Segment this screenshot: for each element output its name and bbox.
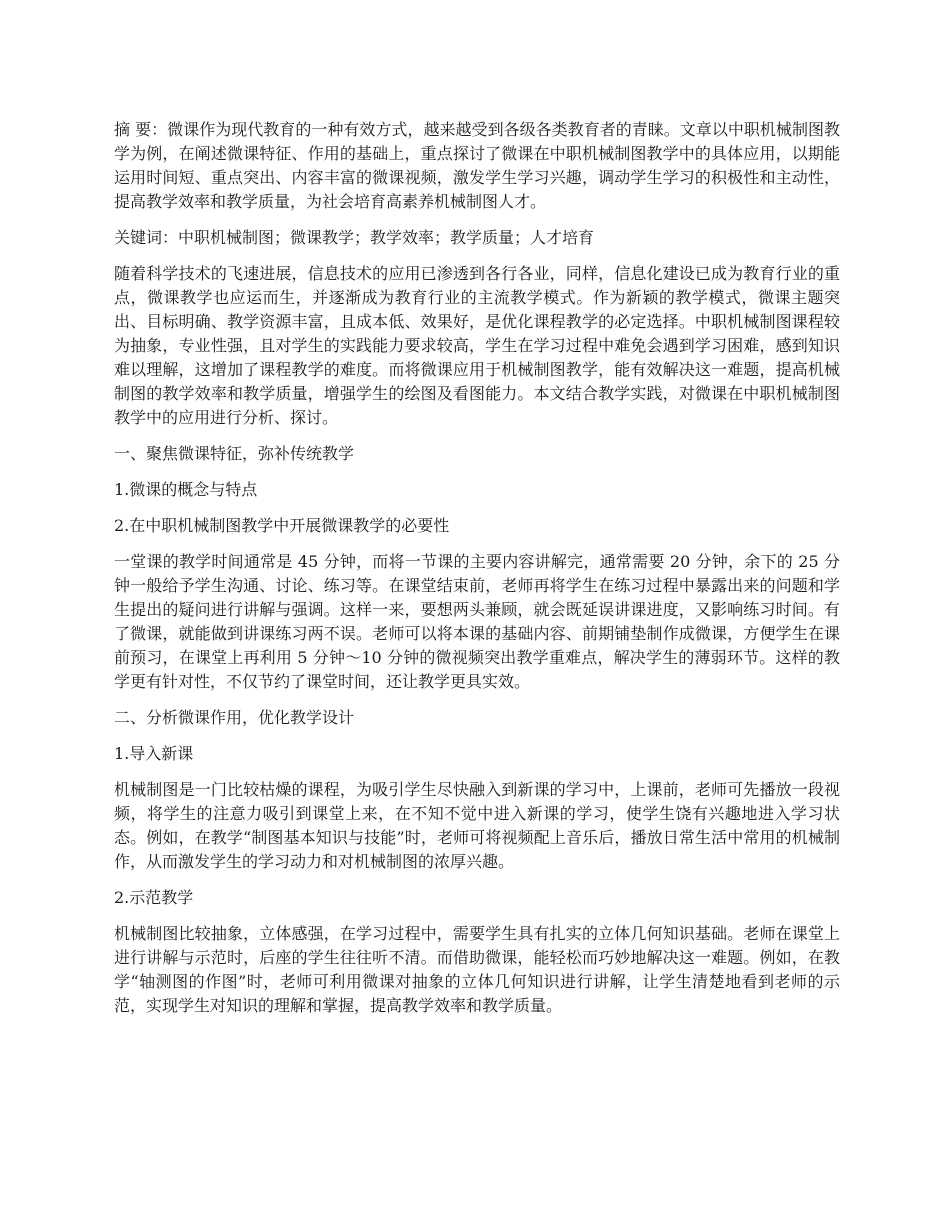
section-2-heading: 二、分析微课作用，优化教学设计 <box>114 708 355 727</box>
section-1-heading: 一、聚焦微课特征，弥补传统教学 <box>114 444 355 463</box>
keywords-line: 关键词：中职机械制图；微课教学；教学效率；教学质量；人才培育 <box>114 228 595 247</box>
section-1-paragraph: 一堂课的教学时间通常是 45 分钟，而将一节课的主要内容讲解完，通常需要 20 分钟，余下的 25 分钟一般给予学生沟通、讨论、练习等。在课堂结束前，老师再将学生在练习过程中暴露出来的问题和学生提出的疑问进行讲解与强调。这样一来，要想两头兼顾，就会既延误讲课进度，又影响练习时间。有了微课，就能做到讲课练习两不误。老师可以将本课的基础内容、前期铺垫制作成微课，方便学生在课前预习，在课堂上再利用 5 分钟～10 分钟的微视频突出教学重难点，解决学生的薄弱环节。这样的教学更有针对性，不仅节约了课堂时间，还让教学更具实效。 <box>114 552 840 691</box>
intro-paragraph: 随着科学技术的飞速进展，信息技术的应用已渗透到各行各业，同样，信息化建设已成为教育行业的重点，微课教学也应运而生，并逐渐成为教育行业的主流教学模式。作为新颖的教学模式，微课主题突出、目标明确、教学资源丰富，且成本低、效果好，是优化课程教学的必定选择。中职机械制图课程较为抽象，专业性强，且对学生的实践能力要求较高，学生在学习过程中难免会遇到学习困难，感到知识难以理解，这增加了课程教学的难度。而将微课应用于机械制图教学，能有效解决这一难题，提高机械制图的教学效率和教学质量，增强学生的绘图及看图能力。本文结合教学实践，对微课在中职机械制图教学中的应用进行分析、探讨。 <box>114 264 840 427</box>
section-1-subheading-1: 1.微课的概念与特点 <box>114 480 258 499</box>
section-2-subheading-1: 1.导入新课 <box>114 744 194 763</box>
document-body <box>114 118 840 1030</box>
section-2-paragraph-1: 机械制图是一门比较枯燥的课程，为吸引学生尽快融入到新课的学习中，上课前，老师可先播放一段视频，将学生的注意力吸引到课堂上来，在不知不觉中进入新课的学习，使学生饶有兴趣地进入学习状态。例如，在教学“制图基本知识与技能”时，老师可将视频配上音乐后，播放日常生活中常用的机械制作，从而激发学生的学习动力和对机械制图的浓厚兴趣。 <box>114 780 840 871</box>
section-2-subheading-2: 2.示范教学 <box>114 888 194 907</box>
abstract-paragraph: 摘 要：微课作为现代教育的一种有效方式，越来越受到各级各类教育者的青睐。文章以中职机械制图教学为例，在阐述微课特征、作用的基础上，重点探讨了微课在中职机械制图教学中的具体应用，以期能运用时间短、重点突出、内容丰富的微课视频，激发学生学习兴趣，调动学生学习的积极性和主动性，提高教学效率和教学质量，为社会培育高素养机械制图人才。 <box>114 120 840 211</box>
section-1-subheading-2: 2.在中职机械制图教学中开展微课教学的必要性 <box>114 516 450 535</box>
section-2-paragraph-2: 机械制图比较抽象，立体感强，在学习过程中，需要学生具有扎实的立体几何知识基础。老师在课堂上进行讲解与示范时，后座的学生往往听不清。而借助微课，能轻松而巧妙地解决这一难题。例如，在教学“轴测图的作图”时，老师可利用微课对抽象的立体几何知识进行讲解，让学生清楚地看到老师的示范，实现学生对知识的理解和掌握，提高教学效率和教学质量。 <box>114 924 840 1015</box>
